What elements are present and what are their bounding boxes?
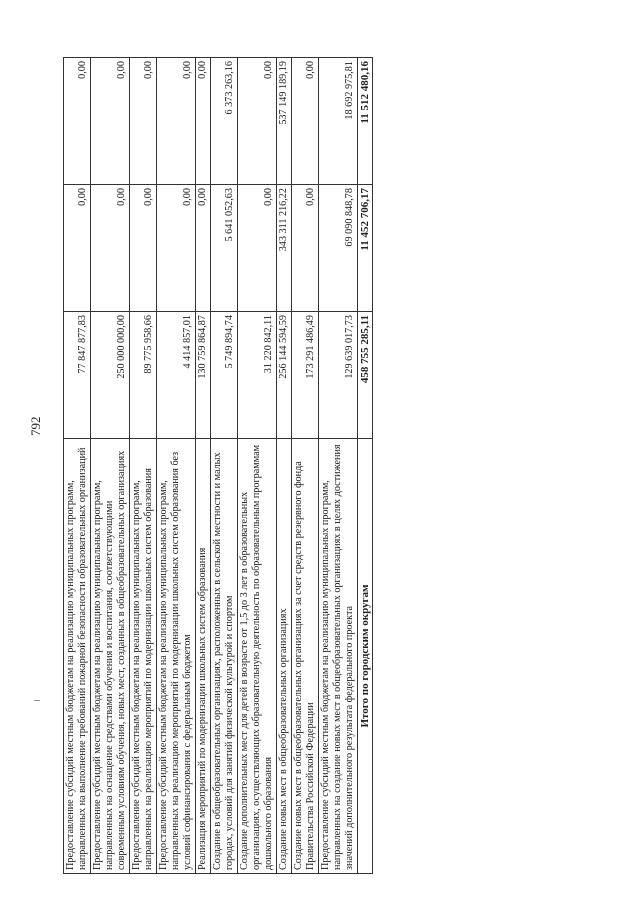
row-value-1: 173 291 486,49 <box>292 312 319 439</box>
table-row <box>292 58 319 874</box>
row-name: Создание новых мест в общеобразовательных организациях за счет средств резервного фонда Правительства Российской Федерации <box>292 439 319 874</box>
total-value-1: 458 755 285,11 <box>358 312 373 439</box>
scan-mark <box>34 700 40 701</box>
row-value-2: 0,00 <box>238 185 277 312</box>
table-row <box>238 58 277 874</box>
table-row <box>130 58 157 874</box>
row-value-3: 0,00 <box>157 58 196 185</box>
total-label: Итого по городским округам <box>358 439 373 874</box>
row-value-2: 0,00 <box>196 185 211 312</box>
table-row <box>157 58 196 874</box>
row-value-3: 0,00 <box>64 58 91 185</box>
row-value-1: 77 847 877,83 <box>64 312 91 439</box>
row-value-2: 0,00 <box>91 185 130 312</box>
row-name: Предоставление субсидий местным бюджетам на реализацию муниципальных программ, направленных на создание новых мест в общеобразовательных организациях в целях достижения значений дополнительного результата федерального проекта <box>319 439 358 874</box>
row-value-3: 0,00 <box>91 58 130 185</box>
row-value-1: 89 775 958,66 <box>130 312 157 439</box>
row-value-1: 5 749 894,74 <box>211 312 238 439</box>
row-value-2: 0,00 <box>64 185 91 312</box>
budget-table-rotated <box>63 58 583 874</box>
row-value-1: 129 639 017,73 <box>319 312 358 439</box>
row-value-3: 0,00 <box>238 58 277 185</box>
table-row <box>64 58 91 874</box>
row-value-2: 0,00 <box>292 185 319 312</box>
row-value-3: 0,00 <box>196 58 211 185</box>
row-value-2: 0,00 <box>157 185 196 312</box>
table-row <box>196 58 211 874</box>
row-value-1: 31 220 842,11 <box>238 312 277 439</box>
row-name: Предоставление субсидий местным бюджетам на реализацию муниципальных программ, направленных на оснащение средствами обучения и воспитания, соответствующими современным условиям обучения, новых мест, созданных в общеобразовательных организациях <box>91 439 130 874</box>
row-value-1: 130 759 864,87 <box>196 312 211 439</box>
row-name: Предоставление субсидий местным бюджетам на реализацию муниципальных программ, направленных на выполнение требований пожарной безопасности образовательных организаций <box>64 439 91 874</box>
row-name: Предоставление субсидий местным бюджетам на реализацию муниципальных программ, направленных на реализацию мероприятий по модернизации школьных систем образования без условий софинансирования с федеральным бюджетом <box>157 439 196 874</box>
row-value-3: 6 373 263,16 <box>211 58 238 185</box>
row-name: Реализация мероприятий по модернизации школьных систем образования <box>196 439 211 874</box>
row-value-2: 0,00 <box>130 185 157 312</box>
table-row <box>277 58 292 874</box>
row-value-1: 256 144 594,59 <box>277 312 292 439</box>
page-number: 792 <box>28 416 43 436</box>
total-row <box>358 58 373 874</box>
row-value-3: 0,00 <box>292 58 319 185</box>
row-value-3: 18 692 975,81 <box>319 58 358 185</box>
table-row <box>91 58 130 874</box>
row-value-1: 4 414 857,01 <box>157 312 196 439</box>
table-row <box>211 58 238 874</box>
budget-table <box>63 57 373 874</box>
table-row <box>319 58 358 874</box>
row-name: Предоставление субсидий местным бюджетам на реализацию муниципальных программ, направленных на реализацию мероприятий по модернизации школьных систем образования <box>130 439 157 874</box>
row-name: Создание дополнительных мест для детей в возрасте от 1,5 до 3 лет в образовательных организациях, осуществляющих образовательную деятельность по образовательным программам дошкольного образования <box>238 439 277 874</box>
row-value-2: 5 641 052,63 <box>211 185 238 312</box>
row-value-3: 0,00 <box>130 58 157 185</box>
row-name: Создание в общеобразовательных организациях, расположенных в сельской местности и малых городах, условий для занятий физической культурой и спортом <box>211 439 238 874</box>
row-value-2: 69 090 848,78 <box>319 185 358 312</box>
row-name: Создание новых мест в общеобразовательных организациях <box>277 439 292 874</box>
total-value-3: 11 512 480,16 <box>358 58 373 185</box>
row-value-2: 343 311 216,22 <box>277 185 292 312</box>
row-value-3: 537 149 189,19 <box>277 58 292 185</box>
row-value-1: 250 000 000,00 <box>91 312 130 439</box>
total-value-2: 11 452 706,17 <box>358 185 373 312</box>
